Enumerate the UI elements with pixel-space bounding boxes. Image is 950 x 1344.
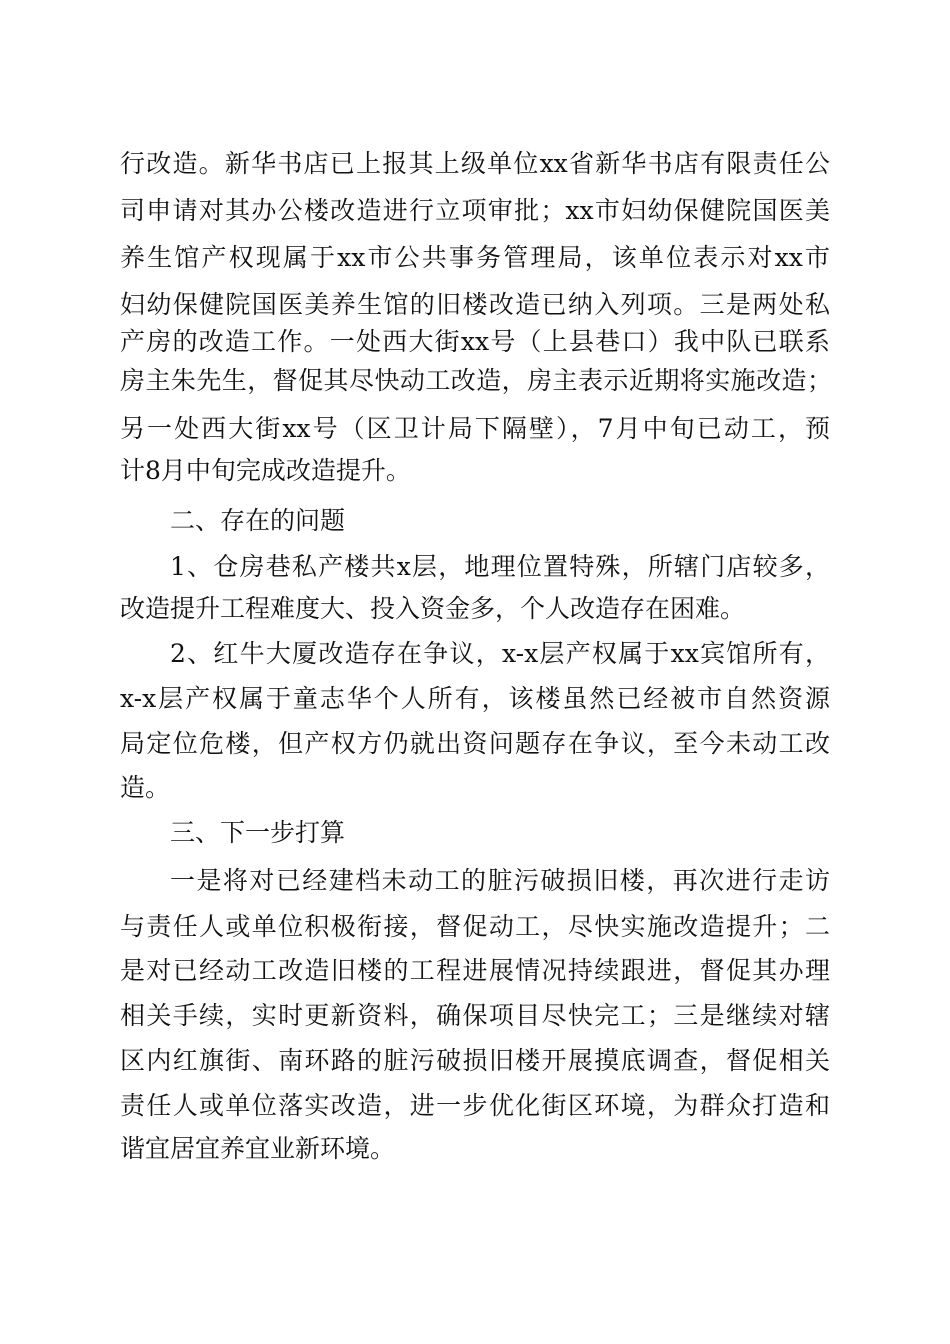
section-heading-problems: 二、存在的问题 [170,506,346,535]
paragraph-line: 改造提升工程难度大、投入资金多，个人改造存在困难。 [120,594,746,623]
paragraph-line: 局定位危楼，但产权方仍就出资问题存在争议，至今未动工改 [120,729,830,758]
paragraph-line: 是对已经动工改造旧楼的工程进展情况持续跟进，督促其办理 [120,956,830,985]
paragraph-line: 与责任人或单位积极衔接，督促动工，尽快实施改造提升；二 [120,912,830,941]
paragraph-line: 房主朱先生，督促其尽快动工改造，房主表示近期将实施改造； [120,366,832,395]
paragraph-line: 一是将对已经建档未动工的脏污破损旧楼，再次进行走访 [170,866,830,895]
paragraph-line: 2、红牛大厦改造存在争议，x-x层产权属于xx宾馆所有， [170,639,830,668]
paragraph-line: 1、仓房巷私产楼共x层，地理位置特殊，所辖门店较多， [170,552,830,581]
paragraph-line: 另一处西大街xx号（区卫计局下隔壁），7月中旬已动工，预 [120,414,830,443]
paragraph-line: 养生馆产权现属于xx市公共事务管理局，该单位表示对xx市 [120,243,830,272]
paragraph-line: 区内红旗街、南环路的脏污破损旧楼开展摸底调查，督促相关 [120,1046,830,1075]
paragraph-line: 谐宜居宜养宜业新环境。 [120,1134,396,1163]
paragraph-line: 计8月中旬完成改造提升。 [120,456,411,485]
paragraph-line: x-x层产权属于童志华个人所有，该楼虽然已经被市自然资源 [120,684,830,713]
paragraph-line: 产房的改造工作。一处西大街xx号（上县巷口）我中队已联系 [120,327,830,356]
paragraph-line: 责任人或单位落实改造，进一步优化街区环境，为群众打造和 [120,1091,830,1120]
paragraph-line: 造。 [120,773,171,802]
paragraph-line: 司申请对其办公楼改造进行立项审批；xx市妇幼保健院国医美 [120,196,830,225]
paragraph-line: 相关手续，实时更新资料，确保项目尽快完工；三是继续对辖 [120,1001,830,1030]
paragraph-line: 妇幼保健院国医美养生馆的旧楼改造已纳入列项。三是两处私 [120,290,830,319]
section-heading-next-steps: 三、下一步打算 [170,818,346,847]
paragraph-line: 行改造。新华书店已上报其上级单位xx省新华书店有限责任公 [120,149,830,178]
